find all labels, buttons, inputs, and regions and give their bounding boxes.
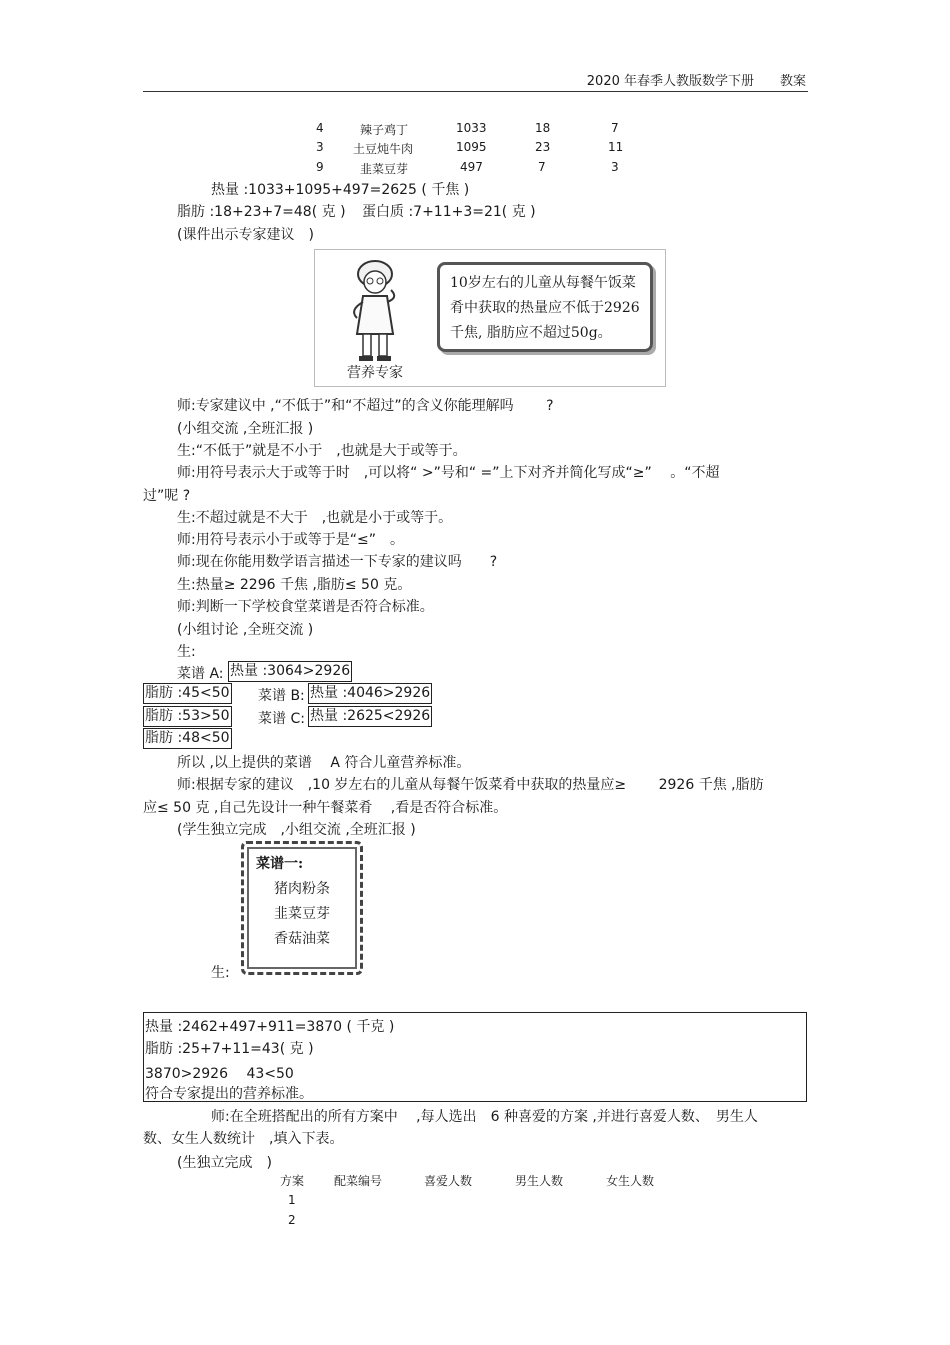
- menu-a-fat: 脂肪 :45<50: [143, 683, 232, 704]
- dish-no: 3: [316, 140, 324, 154]
- dialogue-line: 过”呢 ?: [143, 488, 191, 504]
- table-row: 2: [288, 1213, 296, 1227]
- stats-task-mode: (生独立完成 ): [177, 1155, 272, 1171]
- dish-protein: 7: [611, 121, 619, 135]
- dish-protein: 11: [608, 140, 624, 154]
- menu-card-title: 菜谱一:: [256, 856, 304, 872]
- dialogue-line: 师:用符号表示小于或等于是“≤” 。: [177, 532, 404, 548]
- menu-c-heat: 热量 :2625<2926: [308, 706, 432, 727]
- expert-figure: [314, 249, 666, 387]
- result-compare: 3870>2926 43<50: [145, 1066, 294, 1082]
- task-mode: (学生独立完成 ,小组交流 ,全班汇报 ): [177, 822, 416, 838]
- dialogue-line: 师:现在你能用数学语言描述一下专家的建议吗 ?: [177, 554, 498, 570]
- dialogue-line: 生:热量≥ 2296 千焦 ,脂肪≤ 50 克。: [177, 577, 412, 593]
- menu-card-speaker: 生:: [211, 965, 230, 981]
- menu-c-fat: 脂肪 :48<50: [143, 728, 232, 749]
- dish-no: 9: [316, 160, 324, 174]
- dialogue-line: 师:用符号表示大于或等于时 ,可以将“ >”号和“ =”上下对齐并简化写成“≥” 。“不超: [177, 465, 720, 481]
- dish-no: 4: [316, 121, 324, 135]
- table-header: 男生人数: [515, 1174, 564, 1188]
- heat-calc: 热量 :1033+1095+497=2625 ( 千焦 ): [211, 182, 470, 198]
- menu-c-label: 菜谱 C:: [258, 711, 305, 727]
- expert-illustration: [335, 256, 415, 366]
- dish-fat: 18: [535, 121, 551, 135]
- table-row: 1: [288, 1193, 296, 1207]
- table-header: 配菜编号: [334, 1174, 383, 1188]
- page-header: 2020 年春季人教版数学下册 教案: [586, 74, 806, 89]
- dialogue-line: (小组讨论 ,全班交流 ): [177, 622, 314, 638]
- dish-name: 土豆炖牛肉: [353, 142, 414, 156]
- dish-heat: 1095: [456, 140, 487, 154]
- menu-b-label: 菜谱 B:: [258, 688, 305, 704]
- dish-fat: 23: [535, 140, 551, 154]
- dish-heat: 497: [460, 160, 483, 174]
- dish-heat: 1033: [456, 121, 487, 135]
- table-header: 方案: [280, 1174, 305, 1188]
- dialogue-line: 生:不超过就是不大于 ,也就是小于或等于。: [177, 510, 453, 526]
- menu-card-item: 韭菜豆芽: [274, 906, 330, 922]
- courseware-note: (课件出示专家建议 ): [177, 227, 314, 243]
- advice-bubble: [437, 262, 653, 352]
- menu-b-fat: 脂肪 :53>50: [143, 706, 232, 727]
- menu-a-heat: 热量 :3064>2926: [228, 661, 352, 682]
- stats-task-line: 数、女生人数统计 ,填入下表。: [143, 1131, 344, 1147]
- result-fat: 脂肪 :25+7+11=43( 克 ): [145, 1041, 314, 1057]
- dialogue-line: (小组交流 ,全班汇报 ): [177, 421, 314, 437]
- table-header: 女生人数: [606, 1174, 655, 1188]
- dialogue-line: 生:“不低于”就是不小于 ,也就是大于或等于。: [177, 443, 467, 459]
- result-box: [143, 1012, 807, 1102]
- dialogue-line: 师:专家建议中 ,“不低于”和“不超过”的含义你能理解吗 ?: [177, 398, 554, 414]
- task-line: 师:根据专家的建议 ,10 岁左右的儿童从每餐午饭菜肴中获取的热量应≥ 2926 千焦 ,脂肪: [177, 777, 764, 793]
- protein-calc: 蛋白质 :7+11+3=21( 克 ): [362, 204, 536, 220]
- result-verdict: 符合专家提出的营养标准。: [145, 1086, 313, 1102]
- conclusion: 所以 ,以上提供的菜谱 A 符合儿童营养标准。: [177, 755, 471, 771]
- advice-line: 千焦, 脂肪应不超过50g。: [450, 325, 612, 341]
- expert-caption: 营养专家: [347, 365, 403, 381]
- advice-line: 肴中获取的热量应不低于2926: [450, 300, 640, 316]
- fat-calc: 脂肪 :18+23+7=48( 克 ): [177, 204, 346, 220]
- header-divider: [143, 91, 808, 92]
- menu-card: [241, 841, 363, 975]
- dialogue-line: 生:: [177, 644, 196, 660]
- menu-card-item: 猪肉粉条: [274, 881, 330, 897]
- dialogue-line: 师:判断一下学校食堂菜谱是否符合标准。: [177, 599, 434, 615]
- dish-fat: 7: [538, 160, 546, 174]
- menu-b-heat: 热量 :4046>2926: [308, 683, 432, 704]
- table-header: 喜爱人数: [424, 1174, 473, 1188]
- menu-card-item: 香菇油菜: [274, 931, 330, 947]
- result-heat: 热量 :2462+497+911=3870 ( 千克 ): [145, 1019, 395, 1035]
- advice-line: 10岁左右的儿童从每餐午饭菜: [450, 275, 636, 291]
- dish-name: 辣子鸡丁: [360, 123, 409, 137]
- dish-protein: 3: [611, 160, 619, 174]
- task-line: 应≤ 50 克 ,自己先设计一种午餐菜肴 ,看是否符合标准。: [143, 800, 508, 816]
- menu-a-label: 菜谱 A:: [177, 666, 224, 682]
- stats-task-line: 师:在全班搭配出的所有方案中 ,每人选出 6 种喜爱的方案 ,并进行喜爱人数、 男生人: [211, 1109, 758, 1125]
- dish-name: 韭菜豆芽: [360, 162, 409, 176]
